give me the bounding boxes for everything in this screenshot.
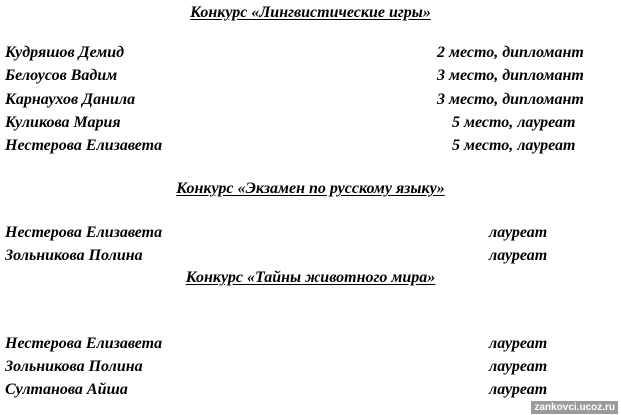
participant-name: Зольникова Полина: [5, 358, 143, 375]
watermark: zankovci.ucoz.ru: [531, 401, 618, 414]
section-title: Конкурс «Экзамен по русскому языку»: [176, 180, 445, 197]
section-title: Конкурс «Тайны животного мира»: [185, 269, 436, 286]
participant-result: лауреат: [489, 381, 548, 398]
section-title: Конкурс «Лингвистические игры»: [190, 4, 431, 21]
participant-result: 2 место, дипломант: [437, 44, 584, 61]
participant-result: 3 место, дипломант: [437, 91, 584, 108]
participant-result: лауреат: [489, 247, 548, 264]
participant-name: Нестерова Елизавета: [5, 224, 163, 241]
participant-name: Зольникова Полина: [5, 247, 143, 264]
participant-name: Нестерова Елизавета: [5, 137, 163, 154]
participant-result: лауреат: [489, 358, 548, 375]
participant-name: Султанова Айша: [5, 381, 128, 398]
participant-result: 5 место, лауреат: [452, 137, 576, 154]
participant-name: Кудряшов Демид: [5, 44, 125, 61]
participant-name: Нестерова Елизавета: [5, 335, 163, 352]
participant-result: лауреат: [489, 335, 548, 352]
participant-name: Карнаухов Данила: [5, 91, 136, 108]
participant-result: 5 место, лауреат: [452, 114, 576, 131]
participant-name: Куликова Мария: [5, 114, 121, 131]
participant-result: лауреат: [489, 224, 548, 241]
participant-name: Белоусов Вадим: [5, 67, 118, 84]
participant-result: 3 место, дипломант: [437, 67, 584, 84]
